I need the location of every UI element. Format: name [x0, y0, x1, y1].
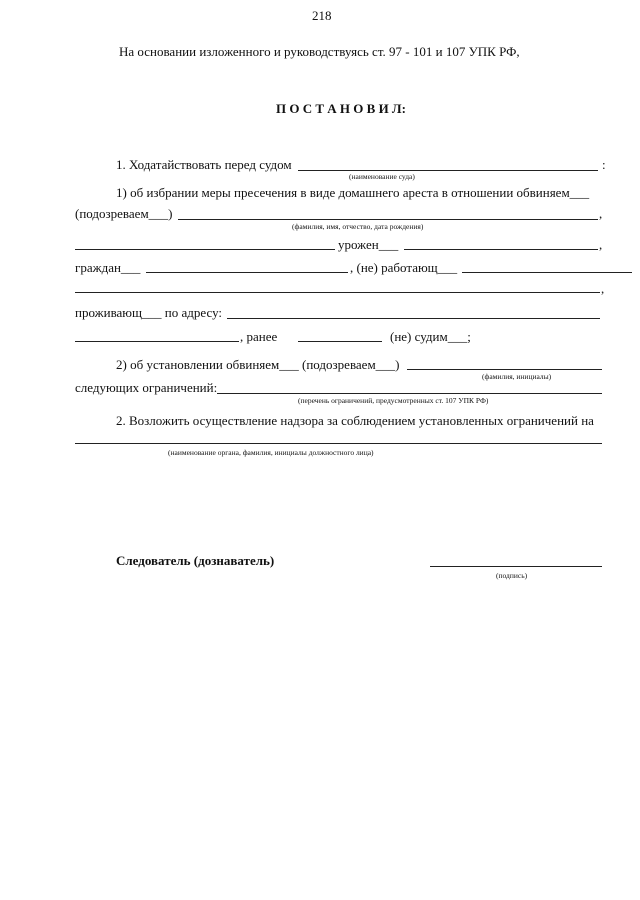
heading-postanovil: П О С Т А Н О В И Л:: [276, 101, 406, 116]
supervisor-line[interactable]: [75, 443, 602, 444]
signature-caption: (подпись): [496, 571, 528, 580]
birth-info-line[interactable]: [75, 249, 335, 250]
working-label: , (не) работающ___: [350, 260, 458, 275]
suspect-initials-caption: (фамилия, инициалы): [482, 372, 552, 381]
citizen-label: граждан___: [75, 260, 141, 275]
restrictions-label: следующих ограничений:: [75, 380, 218, 395]
page-number: 218: [312, 8, 332, 23]
born-comma: ,: [599, 237, 603, 252]
p1a-line1: 1) об избрании меры пресечения в виде домашнего ареста в отношении обвиняем___: [116, 185, 590, 200]
p1-end-colon: :: [602, 157, 606, 172]
citizenship-line[interactable]: [146, 272, 348, 273]
restrictions-line[interactable]: [217, 393, 602, 394]
p1-label: 1. Ходатайствовать перед судом: [116, 157, 292, 172]
born-label: урожен___: [338, 237, 399, 252]
suspect-initials-line[interactable]: [407, 369, 602, 370]
suspect-fullname-line[interactable]: [178, 219, 598, 220]
address-label: проживающ___ по адресу:: [75, 305, 223, 320]
birthplace-line[interactable]: [404, 249, 598, 250]
workplace-cont-line[interactable]: [75, 292, 600, 293]
address-cont-line[interactable]: [75, 341, 239, 342]
supervisor-caption: (наименование органа, фамилия, инициалы должностного лица): [168, 448, 374, 457]
investigator-label: Следователь (дознаватель): [116, 553, 275, 568]
suspect-fullname-caption: (фамилия, имя, отчество, дата рождения): [292, 222, 424, 231]
tail-comma: ,: [601, 281, 605, 296]
earlier-label: , ранее: [240, 329, 278, 344]
court-name-caption: (наименование суда): [349, 172, 415, 181]
restrictions-caption: (перечень ограничений, предусмотренных ст. 107 УПК РФ): [298, 396, 489, 405]
address-line[interactable]: [227, 318, 600, 319]
court-name-line[interactable]: [298, 170, 598, 171]
intro-text: На основании изложенного и руководствуясь ст. 97 - 101 и 107 УПК РФ,: [119, 44, 520, 59]
signature-line[interactable]: [430, 566, 602, 567]
convicted-label: (не) судим___;: [390, 329, 471, 344]
p2-line: 2. Возложить осуществление надзора за соблюдением установленных ограничений на: [116, 413, 594, 428]
p1b-line: 2) об установлении обвиняем___ (подозреваем___): [116, 357, 400, 372]
suspect-prefix: (подозреваем___): [75, 206, 173, 221]
suspect-fullname-comma: ,: [599, 206, 603, 221]
earlier-line[interactable]: [298, 341, 382, 342]
workplace-line[interactable]: [462, 272, 632, 273]
